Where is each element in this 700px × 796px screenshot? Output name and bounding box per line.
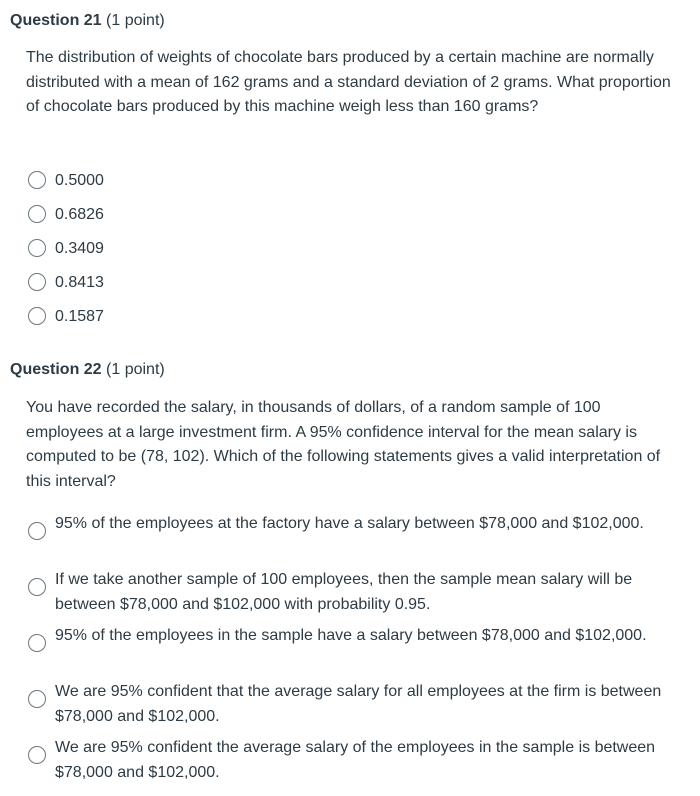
answer-label[interactable]: We are 95% confident that the average salary for all employees at the firm is between $78,000 and $102,000. [55,683,662,725]
question-title: Question 21 [10,12,102,29]
radio-button[interactable] [28,273,46,291]
radio-button[interactable] [28,239,46,257]
answer-label[interactable]: We are 95% confident the average salary of the employees in the sample is between $78,000 and $102,000. [55,739,656,781]
question-header [10,360,165,380]
answer-label[interactable]: 0.6826 [55,206,104,223]
answer-label[interactable]: 0.3409 [55,240,104,257]
answer-label[interactable]: 95% of the employees at the factory have a salary between $78,000 and $102,000. [55,515,644,532]
radio-button[interactable] [28,205,46,223]
question-title: Question 22 [10,361,102,378]
answer-label[interactable]: 95% of the employees in the sample have a salary between $78,000 and $102,000. [55,627,647,644]
radio-button[interactable] [28,746,46,764]
answer-label[interactable]: 0.8413 [55,274,104,291]
question-text: The distribution of weights of chocolate bars produced by a certain machine are normally distributed with a mean of 162 grams and a standard deviation of 2 grams. What proportion of chocolate bars produced by this machine weigh less than 160 grams? [26,49,671,115]
question-points: (1 point) [106,361,165,378]
question-points: (1 point) [106,12,165,29]
answer-label[interactable]: If we take another sample of 100 employees, then the sample mean salary will be between $78,000 and $102,000 with probability 0.95. [55,571,633,613]
question-text: You have recorded the salary, in thousands of dollars, of a random sample of 100 employees at a large investment firm. A 95% confidence interval for the mean salary is computed to be (78, 102). Which of the following statements gives a valid interpretation of this interval? [26,399,661,490]
answer-label[interactable]: 0.5000 [55,172,104,189]
question-header [10,11,165,31]
radio-button[interactable] [28,307,46,325]
radio-button[interactable] [28,690,46,708]
radio-button[interactable] [28,522,46,540]
radio-button[interactable] [28,171,46,189]
answer-label[interactable]: 0.1587 [55,308,104,325]
radio-button[interactable] [28,578,46,596]
radio-button[interactable] [28,634,46,652]
